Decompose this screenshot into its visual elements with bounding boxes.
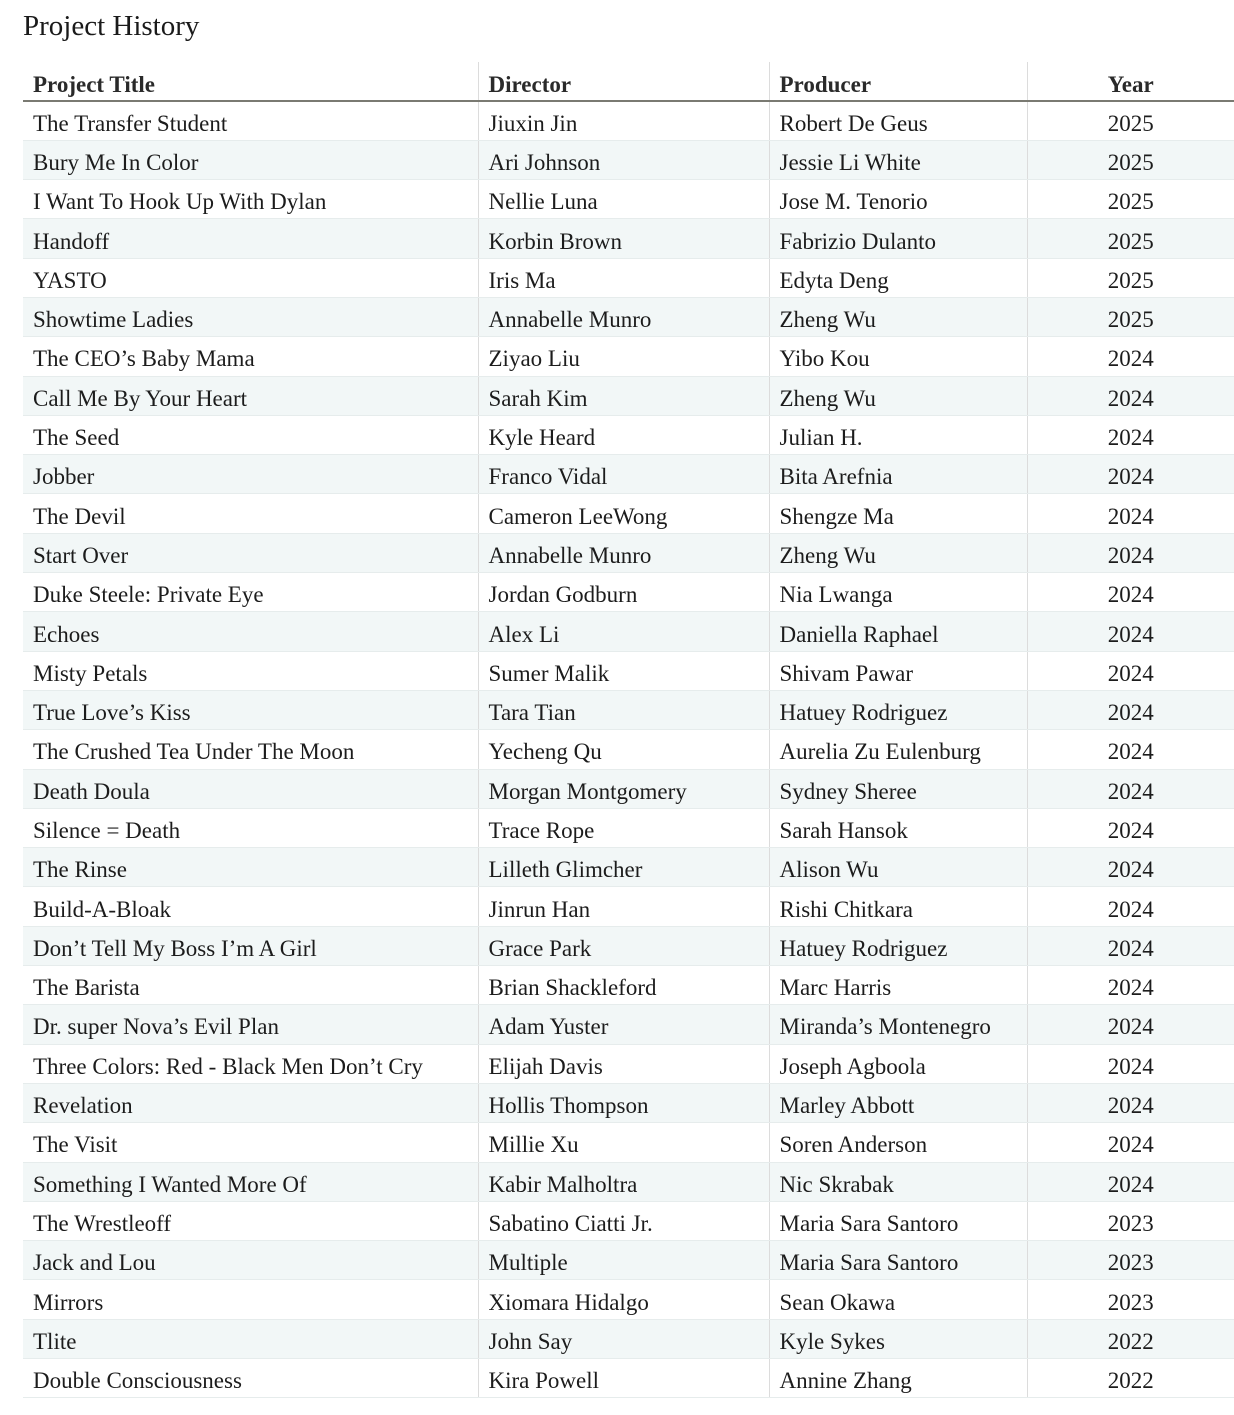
producer-cell: Jose M. Tenorio [769,180,1027,219]
producer-cell: Daniella Raphael [769,612,1027,651]
year-cell: 2023 [1027,1280,1234,1319]
table-row [23,1280,1234,1319]
year-cell: 2025 [1027,140,1234,179]
page-title: Project History [23,10,200,42]
director-cell: Hollis Thompson [478,1083,769,1122]
year-cell: 2024 [1027,415,1234,454]
table-row [23,848,1234,887]
project-title-cell: The Seed [23,415,478,454]
column-header-producer: Producer [769,62,1027,101]
year-cell: 2022 [1027,1359,1234,1398]
director-cell: Korbin Brown [478,219,769,258]
director-cell: Alex Li [478,612,769,651]
project-title-cell: The Transfer Student [23,101,478,140]
year-cell: 2022 [1027,1319,1234,1358]
header-row [23,62,1234,101]
director-cell: Kyle Heard [478,415,769,454]
producer-cell: Marley Abbott [769,1083,1027,1122]
project-title-cell: Something I Wanted More Of [23,1162,478,1201]
table-row [23,651,1234,690]
table-row [23,1044,1234,1083]
director-cell: Jinrun Han [478,887,769,926]
project-title-cell: The Visit [23,1123,478,1162]
project-title-cell: Showtime Ladies [23,297,478,336]
table-body [23,101,1234,1398]
column-header-year: Year [1027,62,1234,101]
director-cell: Xiomara Hidalgo [478,1280,769,1319]
year-cell: 2024 [1027,651,1234,690]
producer-cell: Shivam Pawar [769,651,1027,690]
director-cell: John Say [478,1319,769,1358]
table-row [23,966,1234,1005]
project-title-cell: Death Doula [23,769,478,808]
table-row [23,1005,1234,1044]
director-cell: Jordan Godburn [478,573,769,612]
year-cell: 2024 [1027,730,1234,769]
project-title-cell: Call Me By Your Heart [23,376,478,415]
project-title-cell: The Devil [23,494,478,533]
producer-cell: Joseph Agboola [769,1044,1027,1083]
year-cell: 2024 [1027,494,1234,533]
producer-cell: Jessie Li White [769,140,1027,179]
producer-cell: Zheng Wu [769,297,1027,336]
table-row [23,180,1234,219]
director-cell: Tara Tian [478,690,769,729]
producer-cell: Hatuey Rodriguez [769,926,1027,965]
table-row [23,769,1234,808]
producer-cell: Bita Arefnia [769,455,1027,494]
table-row [23,415,1234,454]
project-title-cell: Build-A-Bloak [23,887,478,926]
project-title-cell: The Barista [23,966,478,1005]
project-title-cell: Three Colors: Red - Black Men Don’t Cry [23,1044,478,1083]
producer-cell: Zheng Wu [769,376,1027,415]
year-cell: 2024 [1027,337,1234,376]
year-cell: 2024 [1027,1123,1234,1162]
producer-cell: Nic Skrabak [769,1162,1027,1201]
project-title-cell: Duke Steele: Private Eye [23,573,478,612]
year-cell: 2024 [1027,926,1234,965]
table-row [23,455,1234,494]
project-title-cell: Revelation [23,1083,478,1122]
producer-cell: Fabrizio Dulanto [769,219,1027,258]
director-cell: Elijah Davis [478,1044,769,1083]
table-row [23,297,1234,336]
year-cell: 2024 [1027,1005,1234,1044]
year-cell: 2023 [1027,1201,1234,1240]
table-row [23,1201,1234,1240]
year-cell: 2024 [1027,690,1234,729]
year-cell: 2024 [1027,1083,1234,1122]
column-header-director: Director [478,62,769,101]
table-row [23,573,1234,612]
table-row [23,101,1234,140]
producer-cell: Marc Harris [769,966,1027,1005]
producer-cell: Aurelia Zu Eulenburg [769,730,1027,769]
year-cell: 2024 [1027,808,1234,847]
director-cell: Jiuxin Jin [478,101,769,140]
table-row [23,533,1234,572]
year-cell: 2024 [1027,769,1234,808]
year-cell: 2024 [1027,1162,1234,1201]
project-title-cell: Jobber [23,455,478,494]
producer-cell: Rishi Chitkara [769,887,1027,926]
year-cell: 2024 [1027,1044,1234,1083]
project-title-cell: Start Over [23,533,478,572]
table-row [23,926,1234,965]
project-title-cell: Don’t Tell My Boss I’m A Girl [23,926,478,965]
project-title-cell: The CEO’s Baby Mama [23,337,478,376]
producer-cell: Kyle Sykes [769,1319,1027,1358]
director-cell: Multiple [478,1241,769,1280]
director-cell: Ziyao Liu [478,337,769,376]
producer-cell: Sarah Hansok [769,808,1027,847]
director-cell: Grace Park [478,926,769,965]
table-row [23,808,1234,847]
year-cell: 2024 [1027,887,1234,926]
project-title-cell: Double Consciousness [23,1359,478,1398]
year-cell: 2023 [1027,1241,1234,1280]
year-cell: 2025 [1027,219,1234,258]
table-row [23,1162,1234,1201]
director-cell: Kabir Malholtra [478,1162,769,1201]
producer-cell: Annine Zhang [769,1359,1027,1398]
director-cell: Kira Powell [478,1359,769,1398]
project-title-cell: The Wrestleoff [23,1201,478,1240]
year-cell: 2024 [1027,848,1234,887]
year-cell: 2025 [1027,180,1234,219]
table-row [23,887,1234,926]
producer-cell: Sean Okawa [769,1280,1027,1319]
project-title-cell: I Want To Hook Up With Dylan [23,180,478,219]
producer-cell: Miranda’s Montenegro [769,1005,1027,1044]
table-row [23,376,1234,415]
year-cell: 2025 [1027,297,1234,336]
producer-cell: Zheng Wu [769,533,1027,572]
director-cell: Brian Shackleford [478,966,769,1005]
producer-cell: Maria Sara Santoro [769,1201,1027,1240]
producer-cell: Nia Lwanga [769,573,1027,612]
year-cell: 2024 [1027,966,1234,1005]
table-row [23,1359,1234,1398]
project-title-cell: The Rinse [23,848,478,887]
project-title-cell: Bury Me In Color [23,140,478,179]
project-history-table [23,62,1234,1398]
project-title-cell: Tlite [23,1319,478,1358]
producer-cell: Yibo Kou [769,337,1027,376]
producer-cell: Robert De Geus [769,101,1027,140]
year-cell: 2025 [1027,258,1234,297]
year-cell: 2025 [1027,101,1234,140]
director-cell: Nellie Luna [478,180,769,219]
project-title-cell: The Crushed Tea Under The Moon [23,730,478,769]
producer-cell: Julian H. [769,415,1027,454]
director-cell: Adam Yuster [478,1005,769,1044]
producer-cell: Shengze Ma [769,494,1027,533]
producer-cell: Soren Anderson [769,1123,1027,1162]
producer-cell: Alison Wu [769,848,1027,887]
producer-cell: Edyta Deng [769,258,1027,297]
project-title-cell: Silence = Death [23,808,478,847]
table-row [23,690,1234,729]
table-row [23,337,1234,376]
producer-cell: Sydney Sheree [769,769,1027,808]
table-row [23,1241,1234,1280]
director-cell: Iris Ma [478,258,769,297]
project-title-cell: YASTO [23,258,478,297]
project-title-cell: Dr. super Nova’s Evil Plan [23,1005,478,1044]
director-cell: Trace Rope [478,808,769,847]
project-title-cell: Handoff [23,219,478,258]
year-cell: 2024 [1027,455,1234,494]
year-cell: 2024 [1027,612,1234,651]
project-title-cell: Mirrors [23,1280,478,1319]
director-cell: Lilleth Glimcher [478,848,769,887]
table-row [23,1083,1234,1122]
project-title-cell: Jack and Lou [23,1241,478,1280]
director-cell: Annabelle Munro [478,533,769,572]
director-cell: Annabelle Munro [478,297,769,336]
director-cell: Millie Xu [478,1123,769,1162]
column-header-project-title: Project Title [23,62,478,101]
director-cell: Franco Vidal [478,455,769,494]
table-row [23,1319,1234,1358]
table-row [23,1123,1234,1162]
year-cell: 2024 [1027,573,1234,612]
project-title-cell: True Love’s Kiss [23,690,478,729]
director-cell: Sabatino Ciatti Jr. [478,1201,769,1240]
year-cell: 2024 [1027,376,1234,415]
project-title-cell: Echoes [23,612,478,651]
table-row [23,730,1234,769]
director-cell: Cameron LeeWong [478,494,769,533]
table-header [23,62,1234,101]
producer-cell: Maria Sara Santoro [769,1241,1027,1280]
table-row [23,612,1234,651]
director-cell: Morgan Montgomery [478,769,769,808]
table-row [23,258,1234,297]
director-cell: Sumer Malik [478,651,769,690]
director-cell: Ari Johnson [478,140,769,179]
director-cell: Yecheng Qu [478,730,769,769]
project-title-cell: Misty Petals [23,651,478,690]
table-row [23,494,1234,533]
director-cell: Sarah Kim [478,376,769,415]
table-row [23,219,1234,258]
year-cell: 2024 [1027,533,1234,572]
producer-cell: Hatuey Rodriguez [769,690,1027,729]
table-row [23,140,1234,179]
